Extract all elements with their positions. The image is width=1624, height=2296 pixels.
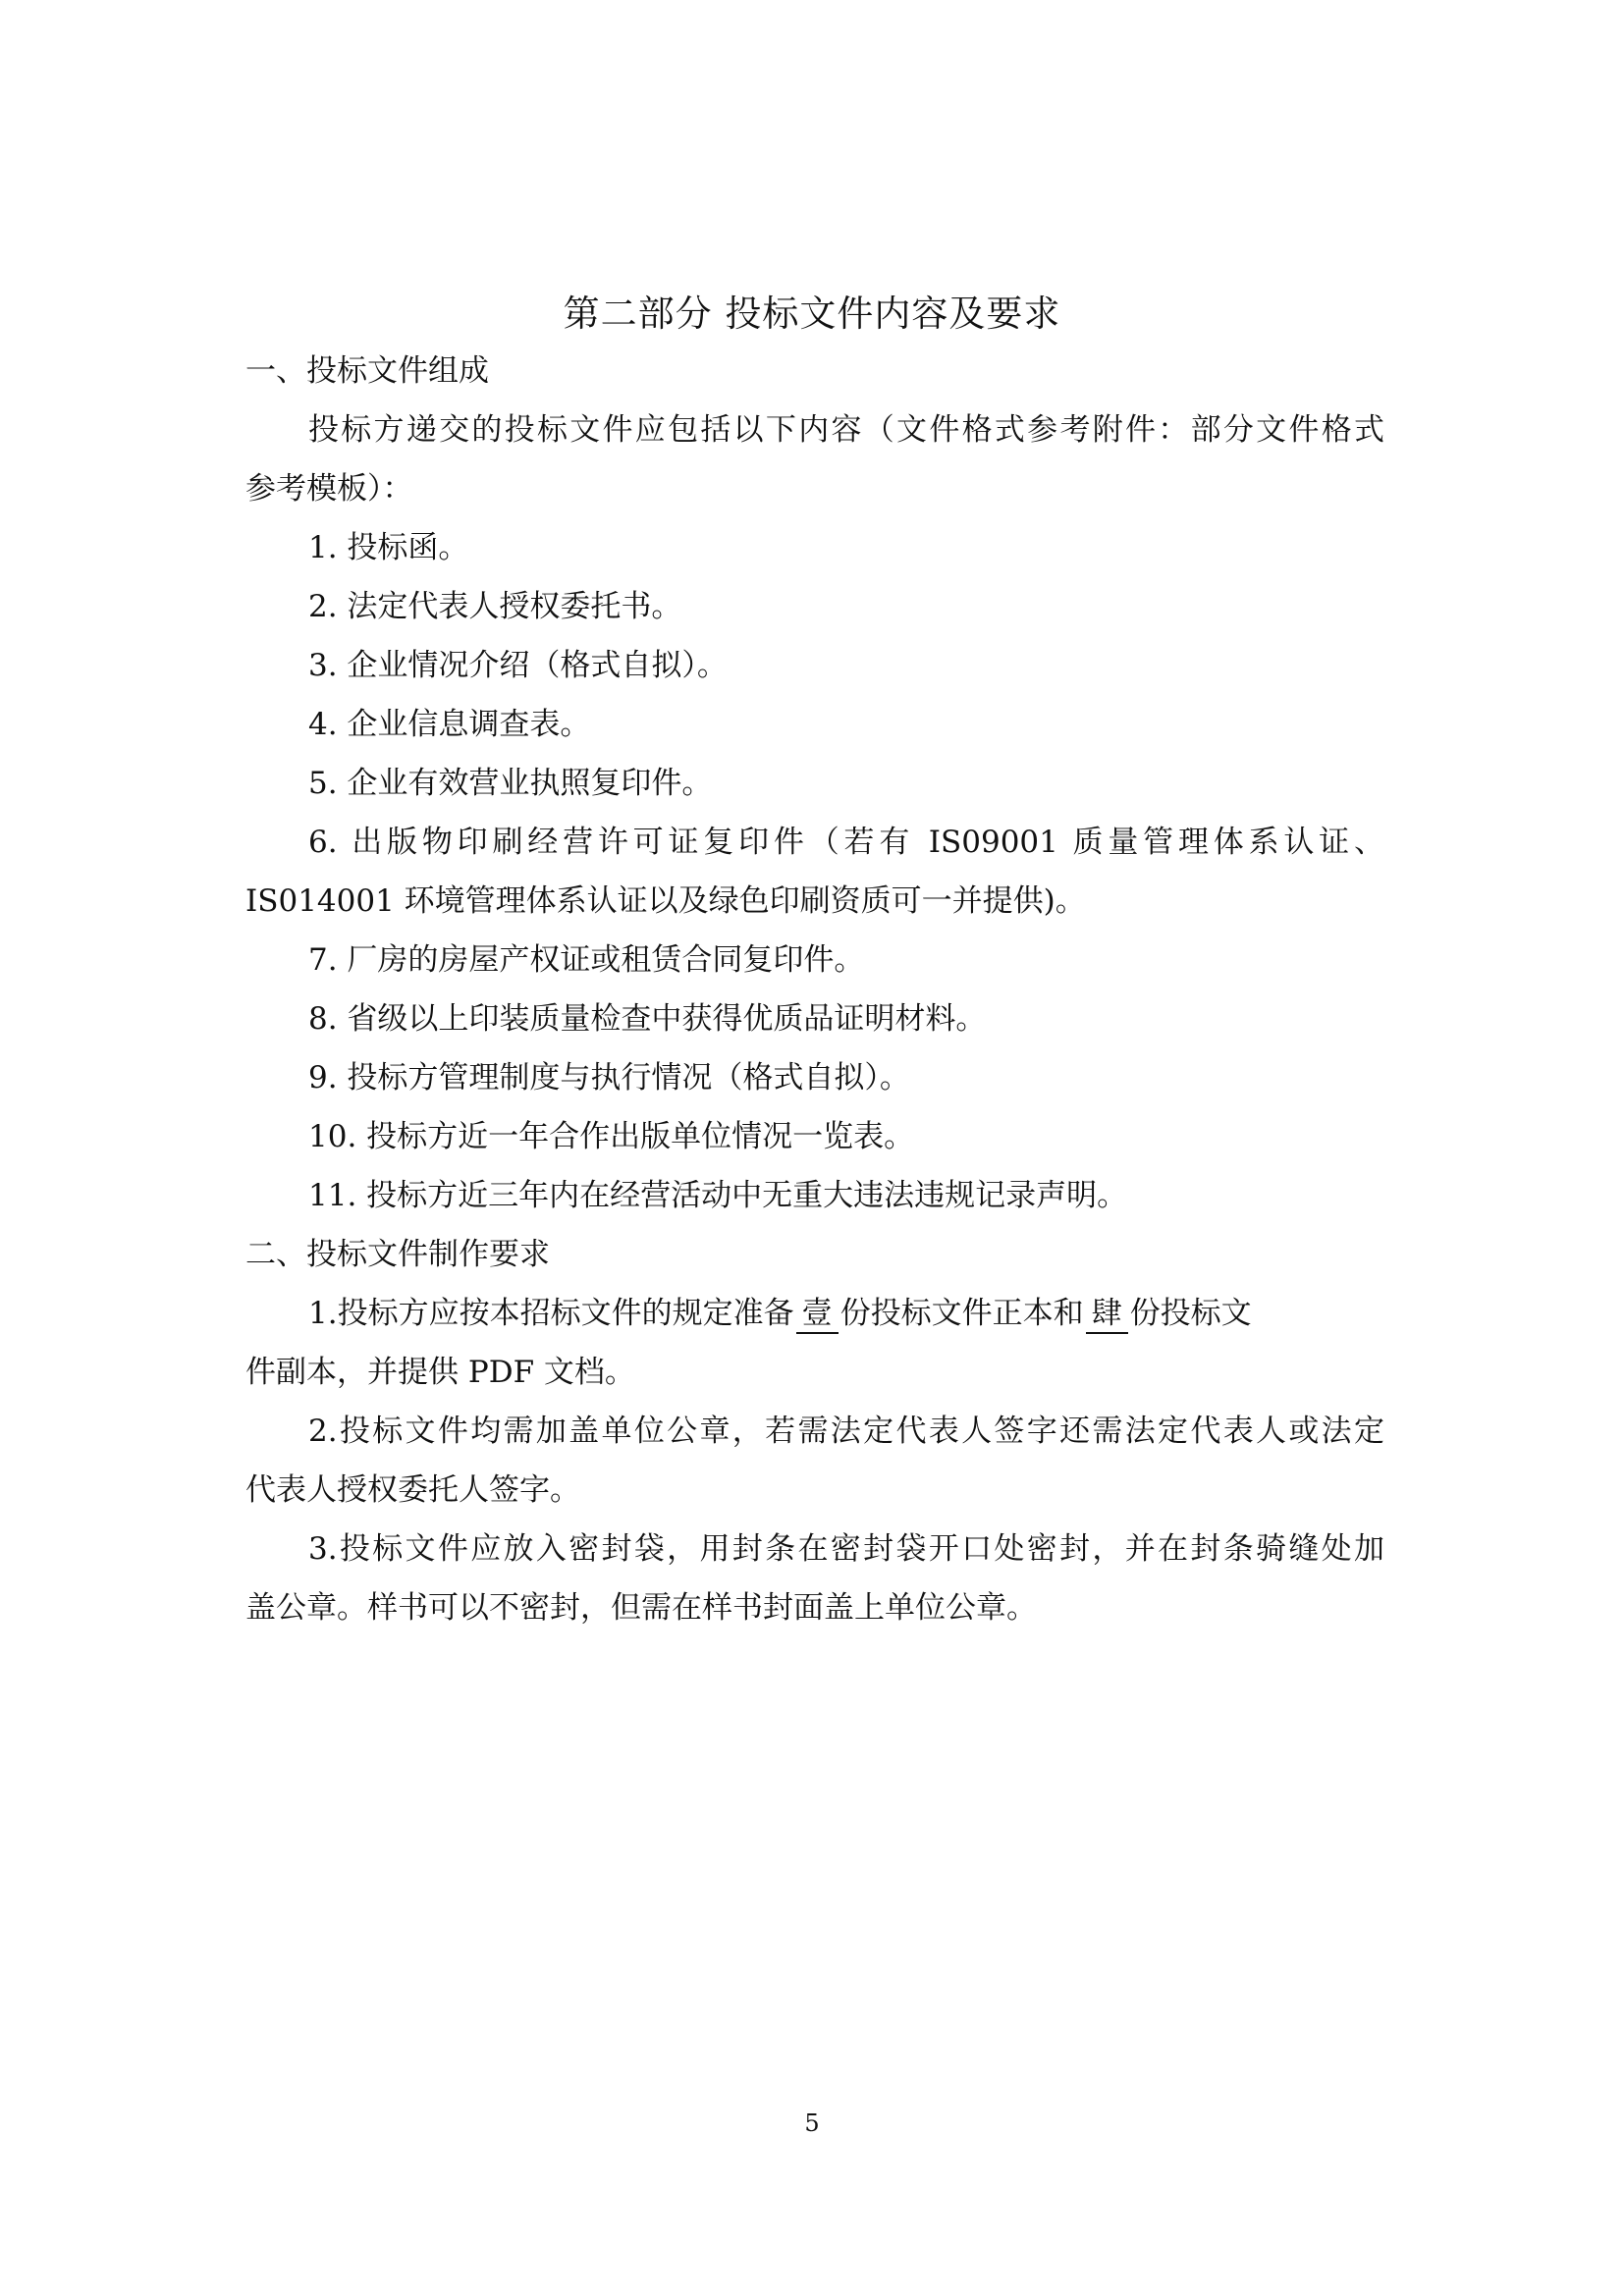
list-item: 9. 投标方管理制度与执行情况（格式自拟）。	[308, 1060, 910, 1095]
requirement-2-line-2: 代表人授权委托人签字。	[245, 1472, 580, 1508]
requirement-3-line-2: 盖公章。样书可以不密封，但需在样书封面盖上单位公章。	[245, 1590, 1037, 1626]
list-item: 1. 投标函。	[308, 530, 469, 565]
section-heading-composition: 一、投标文件组成	[245, 353, 489, 389]
list-item: 11. 投标方近三年内在经营活动中无重大违法违规记录声明。	[308, 1178, 1128, 1213]
list-item: 7. 厂房的房屋产权证或租赁合同复印件。	[308, 942, 865, 978]
page-title: 第二部分 投标文件内容及要求	[563, 293, 1061, 335]
requirement-3-line-1: 3.投标文件应放入密封袋，用封条在密封袋开口处密封，并在封条骑缝处加	[308, 1531, 1384, 1567]
list-item: 4. 企业信息调查表。	[308, 707, 591, 742]
requirement-1-line-2: 件副本，并提供 PDF 文档。	[245, 1355, 635, 1390]
list-item: 10. 投标方近一年合作出版单位情况一览表。	[308, 1119, 915, 1154]
document-body	[245, 342, 1384, 1637]
list-item: 2. 法定代表人授权委托书。	[308, 589, 682, 624]
requirement-2-line-1: 2.投标文件均需加盖单位公章，若需法定代表人签字还需法定代表人或法定	[308, 1414, 1384, 1449]
requirement-1-text-b: 份投标文件正本和	[839, 1296, 1084, 1331]
requirement-1-text-a: 1.投标方应按本招标文件的规定准备	[308, 1296, 794, 1331]
page-number: 5	[804, 2109, 820, 2137]
list-item: 6. 出版物印刷经营许可证复印件（若有 IS09001 质量管理体系认证、	[308, 825, 1384, 860]
paragraph-intro-line-1: 投标方递交的投标文件应包括以下内容（文件格式参考附件：部分文件格式	[308, 412, 1384, 448]
list-item-continuation: IS014001 环境管理体系认证以及绿色印刷资质可一并提供)。	[245, 883, 1086, 919]
original-copy-count: 壹	[796, 1295, 839, 1334]
paragraph-intro-line-2: 参考模板）：	[245, 471, 413, 507]
duplicate-copy-count: 肆	[1086, 1295, 1128, 1334]
requirement-1-line-1	[245, 1284, 1384, 1343]
list-item: 8. 省级以上印装质量检查中获得优质品证明材料。	[308, 1001, 987, 1037]
requirement-1-text-c: 份投标文	[1129, 1296, 1252, 1331]
list-item: 5. 企业有效营业执照复印件。	[308, 766, 713, 801]
list-item: 3. 企业情况介绍（格式自拟）。	[308, 648, 728, 683]
section-heading-requirements: 二、投标文件制作要求	[245, 1237, 550, 1272]
